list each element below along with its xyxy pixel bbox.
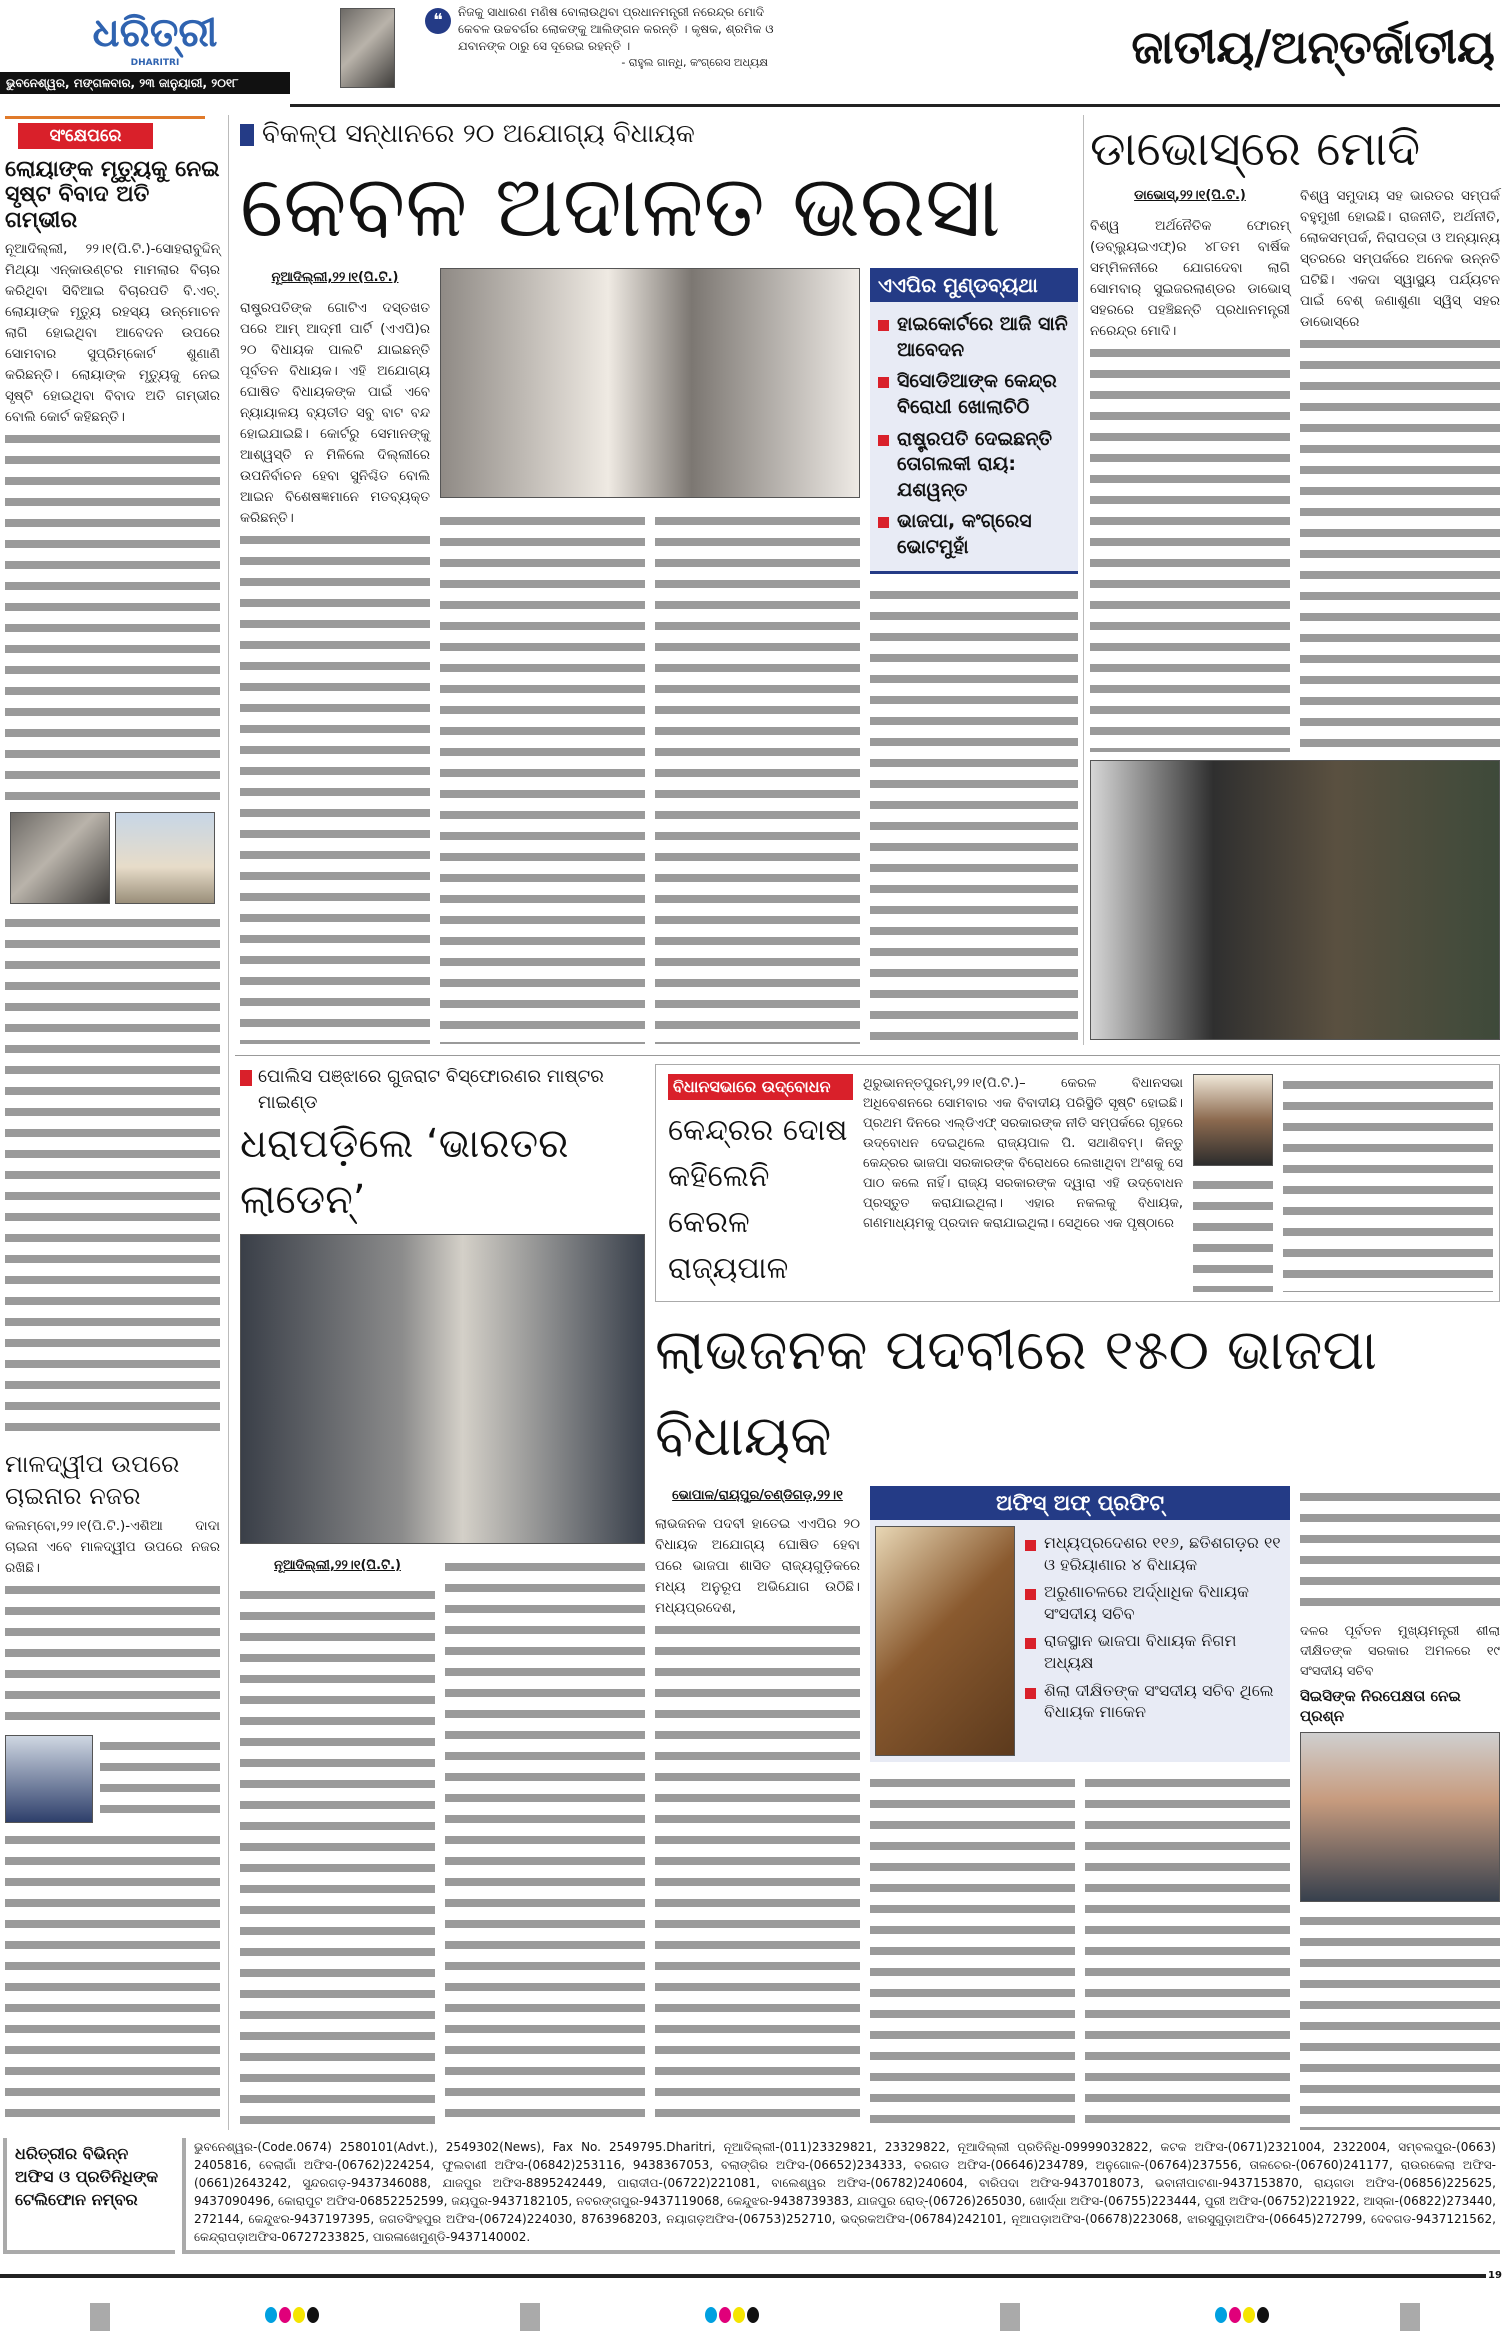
maldives-body: କଲମ୍ବୋ,୨୨।୧(ପି.ଟି.)-ଏଶିଆ ଦାଦା ଚାଇନା ଏବେ ମାଳଦ୍ୱୀପ ଉପରେ ନଜର ରଖିଛି। (5, 1517, 220, 1576)
profit-col-4-wrap (1300, 1486, 1500, 2130)
gray-mark (1400, 2303, 1420, 2331)
davos-dateline: ଡାଭୋସ୍,୨୨।୧(ପି.ଟି.) (1134, 188, 1246, 203)
main-columns (240, 268, 1078, 1044)
footer-rule (0, 2274, 1486, 2278)
main-kicker: ବିକଳ୍ପ ସନ୍ଧାନରେ ୨୦ ଅଯୋଗ୍ୟ ବିଧାୟକ (262, 119, 695, 149)
cec-headline: ସିଇସିଙ୍କ ନିରପେକ୍ଷତା ନେଇ ପ୍ରଶ୍ନ (1300, 1687, 1461, 1725)
brief-headline: ଲୋୟାଙ୍କ ମୃତ୍ୟୁକୁ ନେଇ ସୃଷ୍ଟ ବିବାଦ ଅତି ଗମ୍ଭୀର (5, 157, 220, 233)
davos-body-col2 (1300, 186, 1500, 752)
main-middle-cols (440, 510, 860, 1044)
main-kicker-row (240, 116, 1078, 152)
profit-middle (870, 1486, 1290, 2130)
kerala-left (668, 1074, 853, 1292)
footer-row (0, 2138, 1500, 2254)
davos-body-col2-continued (1300, 333, 1500, 752)
cec-portrait (1300, 1732, 1500, 1902)
quote-text: ନିଜକୁ ସାଧାରଣ ମଣିଷ ବୋଲାଉଥିବା ପ୍ରଧାନମନ୍ତ୍ରୀ ନରେନ୍ଦ୍ର ମୋଦି କେବଳ ଉଚ୍ଚବର୍ଗର ଲୋକଙ୍କୁ ଆଲିଙ୍ଗନ କରନ୍ତି । କୃଷକ, ଶ୍ରମିକ ଓ ଯବାନଙ୍କ ଠାରୁ ସେ ଦୂରେଇ ରହନ୍ତି । (458, 5, 774, 53)
aap-box-item: ଭାଜପା, କଂଗ୍ରେସ ଭୋଟମୁହାଁ (878, 509, 1070, 560)
main-story (240, 116, 1078, 1044)
profit-col-4 (1300, 1486, 1500, 1618)
profit-col-1 (655, 1486, 860, 2130)
profit-box-item: ଅରୁଣାଚଳରେ ଅର୍ଦ୍ଧାଧିକ ବିଧାୟକ ସଂସଦୀୟ ସଚିବ (1025, 1581, 1285, 1624)
davos-headline: ଡାଭୋସ୍‌ରେ ମୋଦି (1090, 121, 1421, 177)
dateline-bar: ଭୁବନେଶ୍ୱର, ମଙ୍ଗଳବାର, ୨୩ ଜାନୁୟାରୀ, ୨୦୧୮ (0, 72, 290, 94)
maldives-photo-row (5, 1735, 220, 1823)
modi-davos-photo (1090, 760, 1500, 1040)
kerala-body: ଥିରୁଭାନନ୍ତପୁରମ୍,୨୨।୧(ପି.ଟି.)– କେରଳ ବିଧାନସଭା ଅଧିବେଶନରେ ସୋମବାର ଏକ ବିବାଦୀୟ ପରିସ୍ଥିତି ସୃଷ୍ଟି ହୋଇଛି। ପ୍ରଥମ ଦିନରେ ଏଲ୍‌ଡିଏଫ୍ ସରକାରଙ୍କ ନୀତି ସମ୍ପର୍କରେ ଗୃହରେ ଉଦ୍‌ବୋଧନ ଦେଇଥିଲେ ରାଜ୍ୟପାଳ ପି. ସଥାଶିବମ୍। କିନ୍ତୁ କେନ୍ଦ୍ରର ଭାଜପା ସରକାରଙ୍କ ବିରୋଧରେ ଲେଖାଥିବା ଅଂଶକୁ ସେ ପାଠ କଲେ ନାହିଁ। ରାଜ୍ୟ ସରକାରଙ୍କ ଦ୍ୱାରା ଏହି ଉଦ୍‌ବୋଧନ ପ୍ରସ୍ତୁତ କରାଯାଇଥିଲା। ଏହାର ନକଲକୁ ବିଧାୟକ, ଗଣମାଧ୍ୟମକୁ ପ୍ରଦାନ କରାଯାଇଥିଲା। ସେଥିରେ ଏକ ପୃଷ୍ଠାରେ (863, 1076, 1183, 1231)
main-kicker-marker (240, 124, 254, 146)
profit-body-continued (655, 1619, 860, 2130)
kerala-headline: କେନ୍ଦ୍ରର ଦୋଷ କହିଲେନି କେରଳ ରାଜ୍ୟପାଳ (668, 1113, 848, 1286)
registration-marks (0, 2303, 1500, 2343)
gujarat-col-2 (445, 1556, 645, 2130)
header-rule (290, 104, 1500, 107)
brief-photos (10, 812, 220, 904)
footer-rule-row (0, 2270, 1500, 2281)
footer-label-box (3, 2138, 175, 2254)
logo[interactable]: ଧରିତ୍ରୀ DHARITRI (92, 10, 218, 68)
page-number: 19 (1488, 2270, 1502, 2281)
maldives-headline: ମାଳଦ୍ୱୀପ ଉପରେ ଚାଇନାର ନଜର (5, 1449, 180, 1510)
profit-box-item: ମଧ୍ୟପ୍ରଦେଶର ୧୧୬, ଛତିଶଗଡ଼ର ୧୧ ଓ ହରିୟାଣାର ୪ ବିଧାୟକ (1025, 1532, 1285, 1575)
profit-col-3 (1085, 1772, 1290, 2130)
gujarat-col-1 (240, 1584, 435, 2130)
aap-box-item: ହାଇକୋର୍ଟରେ ଆଜି ସାନି ଆବେଦନ (878, 312, 1070, 363)
maldives-body-4 (5, 1829, 220, 2130)
main-col-2 (440, 510, 645, 1044)
gray-mark (90, 2303, 110, 2331)
davos-columns (1090, 186, 1500, 752)
main-middle (440, 268, 860, 1044)
gujarat-col-1-wrap (240, 1556, 435, 2130)
brief-body: ନୂଆଦିଲ୍ଲୀ, ୨୨।୧(ପି.ଟି.)-ସୋହରାବୁଦ୍ଦିନ୍ ମିଥ୍ୟା ଏନ୍‌କାଉଣ୍ଟର ମାମଲାର ବିଚାର କରିଥିବା ସିବିଆଇ ବିଚାରପତି ବି.ଏଚ୍. ଲୋୟାଙ୍କ ମୃତ୍ୟୁ ରହସ୍ୟ ଉନ୍ମୋଚନ ଲାଗି ହୋଇଥିବା ଆବେଦନ ଉପରେ ସୋମବାର ସୁପ୍ରିମ୍‌କୋର୍ଟ ଶୁଣାଣି କରିଛନ୍ତି। ଲୋୟାଙ୍କ ମୃତ୍ୟୁକୁ ନେଇ ସୃଷ୍ଟି ହୋଇଥିବା ବିବାଦ ଅତି ଗମ୍ଭୀର ବୋଲି କୋର୍ଟ କହିଛନ୍ତି। (5, 240, 220, 425)
main-headline: କେବଳ ଅଦାଳତ ଭରସା (240, 157, 1001, 257)
brief-label: ସଂକ୍ଷେପରେ (18, 123, 153, 149)
judge-photo (10, 812, 110, 904)
gujarat-story (240, 1064, 645, 2130)
gujarat-headline: ଧରାପଡ଼ିଲେ ‘ଭାରତର ଲାଡେନ୍’ (240, 1121, 569, 1223)
kerala-body-3 (1193, 1174, 1273, 1292)
brief-rule (5, 116, 205, 119)
aap-box-item: ରାଷ୍ଟ୍ରପତି ଦେଇଛନ୍ତି ତୋଗଲକୀ ରାୟ: ଯଶୱନ୍ତ (878, 427, 1070, 504)
cmyk-mark (1215, 2307, 1271, 2327)
quote-portrait (340, 8, 395, 88)
profit-box-list (1025, 1526, 1285, 1756)
gujarat-kicker: ପୋଲିସ ପଞ୍ଝାରେ ଗୁଜରାଟ ବିସ୍ଫୋରଣର ମାଷ୍ଟର ମାଇଣ୍ଡ (258, 1066, 604, 1113)
profit-box-item: ଶିଲା ଦୀକ୍ଷିତଙ୍କ ସଂସଦୀୟ ସଚିବ ଥିଲେ ବିଧାୟକ ମାକେନ (1025, 1680, 1285, 1723)
profit-headline: ଲାଭଜନକ ପଦବୀରେ ୧୫୦ ଭାଜପା ବିଧାୟକ (655, 1318, 1378, 1469)
profit-box (870, 1486, 1290, 1762)
main-divider (1083, 115, 1084, 1045)
gujarat-columns (240, 1556, 645, 2130)
davos-body2: ବିଶ୍ୱ ସମୁଦାୟ ସହ ଭାରତର ସମ୍ପର୍କ ବହୁମୁଖୀ ହୋଇଛି। ରାଜନୀତି, ଅର୍ଥନୀତି, ଲୋକସମ୍ପର୍କ, ନିରାପତ୍ତା ଓ ଅନ୍ୟାନ୍ୟ ସ୍ତରରେ ସମ୍ପର୍କରେ ଅନେକ ଉନ୍ନତି ଘଟିଛି। ଏକଦା ସ୍ୱାସ୍ଥ୍ୟ ପର୍ଯ୍ୟଟନ ପାଇଁ ବେଶ୍ ଜଣାଶୁଣା ସ୍ୱିସ୍ ସହର ଡାଭୋସ୍‌ରେ (1300, 188, 1500, 330)
main-col-1 (240, 268, 430, 1044)
aap-box-title: ଏଏପିର ମୁଣ୍ଡବ୍ୟଥା (870, 268, 1078, 302)
profit-dateline: ଭୋପାଳ/ରାୟପୁର/ଚଣ୍ଡିଗଡ଼,୨୨।୧ (672, 1488, 843, 1503)
gray-mark (520, 2303, 540, 2331)
kerala-portrait-col (1193, 1074, 1273, 1292)
davos-body-col1-continued (1090, 342, 1290, 752)
cmyk-mark (705, 2307, 761, 2327)
left-column (5, 116, 220, 2130)
mid-rule (235, 1055, 1500, 1056)
main-body-continued (240, 529, 430, 1044)
gujarat-dateline: ନୂଆଦିଲ୍ଲୀ,୨୨।୧(ପି.ଟି.) (274, 1558, 401, 1573)
kejriwal-sisodia-photo (440, 268, 860, 498)
quote-icon: ❝ (425, 8, 451, 34)
supreme-court-photo (115, 812, 215, 904)
main-col-4-wrap (870, 268, 1078, 1044)
left-divider (228, 115, 229, 2130)
maldives-photo (5, 1735, 93, 1823)
maldives-body-2 (5, 1579, 220, 1729)
profit-side-text: ଦଳର ପୂର୍ବତନ ମୁଖ୍ୟମନ୍ତ୍ରୀ ଶୀଲା ଦୀକ୍ଷିତଙ୍କ ସରକାର ଅମଳରେ ୧୯ ସଂସଦୀୟ ସଚିବ (1300, 1624, 1500, 1679)
kerala-label: ବିଧାନସଭାରେ ଉଦ୍‌ବୋଧନ (668, 1074, 853, 1100)
aap-box-item: ସିସୋଡିଆଙ୍କ କେନ୍ଦ୍ର ବିରୋଧୀ ଖୋଲାଚିଠି (878, 369, 1070, 420)
brief-body-continued (5, 428, 220, 804)
profit-columns (655, 1486, 1500, 2130)
kerala-body-2 (1283, 1074, 1493, 1292)
maldives-body-3 (100, 1735, 220, 1823)
profit-box-item: ରାଜସ୍ଥାନ ଭାଜପା ବିଧାୟକ ନିଗମ ଅଧ୍ୟକ୍ଷ (1025, 1630, 1285, 1673)
footer-label: ଧରିତ୍ରୀର ବିଭିନ୍ନ ଅଫିସ ଓ ପ୍ରତିନିଧିଙ୍କ ଟେଲିଫୋନ ନମ୍ବର (15, 2144, 159, 2209)
kerala-box (655, 1064, 1500, 1302)
footer-contacts: ଭୁବନେଶ୍ୱର-(Code.0674) 2580101(Advt.), 2549302(News), Fax No. 2549795.Dharitri, ନୂଆଦିଲ୍ଲୀ-(011)23329821, 23329822, ନୂଆଦିଲ୍ଲୀ ପ୍ରତିନିଧି-09999032822, କଟକ ଅଫିସ-(0671)2321004, 2322004, ସମ୍ବଲପୁର-(0663) 2405816, ବେଲାଗାଁ ଅଫିସ-(06762)224254, ଫୁଲବାଣୀ ଅଫିସ-(06842)253116, 9438367053, ବଲାଙ୍ଗିର ଅଫିସ-(06652)234333, ବରଗଡ ଅଫିସ-(06646)234789, ଅନୁଗୋଳ-(06764)237556, ତାଳଚେର-(06760)241177, ରାଉରକେଲା ଅଫିସ-(0661)2643242, ସୁନ୍ଦରଗଡ଼-9437346088, ଯାଜପୁର ଅଫିସ-8895242449, ପାରାଦୀପ-(06722)221081, ବାଲେଶ୍ୱର ଅଫିସ-(06782)240604, ବାରିପଦା ଅଫିସ-9437018073, ଭବାନୀପାଟଣା-9437153870, ରାୟଗଡା ଅଫିସ-(06856)225625, 9437090496, କୋରାପୁଟ ଅଫିସ-06852252599, ଜୟପୁର-9437182105, ନବରଙ୍ଗପୁର-9437119068, କେନ୍ଦୁଝର-9438739383, ଯାଜପୁର ରୋଡ୍-(06726)265030, ଖୋର୍ଦ୍ଧା ଅଫିସ-(06755)223444, ପୁରୀ ଅଫିସ-(06752)221922, ଆସ୍କା-(06822)273440, 272144, କେନ୍ଦୁଝର-9437197395, ଜଗତସିଂହପୁର ଅଫିସ-(06724)224030, 8763968203, ନୟାଗଡ଼ଅଫିସ-(06753)252710, ଭଦ୍ରକଅଫିସ-(06784)242101, ନୂଆପଡ଼ାଅଫିସ-(06678)223068, ଝାରସୁଗୁଡ଼ାଅଫିସ-(06645)272799, ଦେବଗଡ-9437121562, କେନ୍ଦ୍ରାପଡ଼ାଅଫିସ-06727233825, ପାରଳାଖେମୁଣ୍ଡି-9437140002. (182, 2138, 1500, 2254)
profit-col-2 (870, 1772, 1075, 2130)
davos-body1: ବିଶ୍ୱ ଅର୍ଥନୈତିକ ଫୋରମ୍ (ଡବ୍ଲ୍ୟୁଇଏଫ୍)ର ୪୮ତମ ବାର୍ଷିକ ସମ୍ମିଳନୀରେ ଯୋଗଦେବା ଲାଗି ସୋମବାର୍ ସୁଇଜରଲାଣ୍ଡର ଡାଭୋସ୍ ସହରରେ ପହଞ୍ଚିଛନ୍ତି ପ୍ରଧାନମନ୍ତ୍ରୀ ନରେନ୍ଦ୍ର ମୋଦି। (1090, 218, 1290, 339)
gavel-photo (875, 1526, 1015, 1756)
profit-middle-cols (870, 1772, 1290, 2130)
main-col-3 (655, 510, 860, 1044)
gray-mark (1000, 2303, 1020, 2331)
brief-body-2 (5, 912, 220, 1438)
governor-portrait (1193, 1074, 1273, 1166)
cmyk-mark (265, 2307, 321, 2327)
main-col-4 (870, 584, 1078, 1044)
profit-box-content (870, 1520, 1290, 1756)
davos-body-col1 (1090, 186, 1290, 752)
arrest-photo (240, 1234, 645, 1544)
footer (0, 2138, 1500, 2343)
main-dateline: ନୂଆଦିଲ୍ଲୀ,୨୨।୧(ପି.ଟି.) (271, 270, 399, 285)
aap-box-list (870, 302, 1078, 571)
gujarat-kicker-marker (240, 1070, 252, 1086)
profit-col-4b (1300, 1910, 1500, 2130)
section-title: ଜାତୀୟ/ଅନ୍ତର୍ଜାତୀୟ (1131, 20, 1495, 74)
quote-block (458, 4, 798, 70)
gujarat-kicker-row (240, 1064, 645, 1116)
profit-body: ଲାଭଜନକ ପଦବୀ ହାତେଇ ଏଏପିର ୨୦ ବିଧାୟକ ଅଯୋଗ୍ୟ ଘୋଷିତ ହେବା ପରେ ଭାଜପା ଶାସିତ ରାଜ୍ୟଗୁଡ଼ିକରେ ମଧ୍ୟ ଅନୁରୂପ ଅଭିଯୋଗ ଉଠିଛି। ମଧ୍ୟପ୍ରଦେଶ, (655, 1516, 860, 1616)
quote-author: - ରାହୁଲ ଗାନ୍ଧି, କଂଗ୍ରେସ ଅଧ୍ୟକ୍ଷ (621, 56, 768, 69)
davos-story (1090, 116, 1500, 1040)
profit-box-title: ଅଫିସ୍ ଅଫ୍ ପ୍ରଫିଟ୍ (870, 1486, 1290, 1520)
aap-box (870, 268, 1078, 574)
lower-right (655, 1064, 1500, 2130)
main-body: ରାଷ୍ଟ୍ରପତିଙ୍କ ଗୋଟିଏ ଦସ୍ତଖତ ପରେ ଆମ୍ ଆଦ୍‌ମୀ ପାର୍ଟି (ଏଏପି)ର ୨୦ ବିଧାୟକ ପାଲଟି ଯାଇଛନ୍ତି ପୂର୍ବତନ ବିଧାୟକ। ଏହି ଅଯୋଗ୍ୟ ଘୋଷିତ ବିଧାୟକଙ୍କ ପାଇଁ ଏବେ ନ୍ୟାୟାଳୟ ବ୍ୟତୀତ ସବୁ ବାଟ ବନ୍ଦ ହୋଇଯାଇଛି। କୋର୍ଟରୁ ସେମାନଙ୍କୁ ଆଶ୍ୱସ୍ତି ନ ମିଳିଲେ ଦିଲ୍ଲୀରେ ଉପନିର୍ବାଚନ ହେବା ସୁନିଶ୍ଚିତ ବୋଲି ଆଇନ ବିଶେଷଜ୍ଞମାନେ ମତବ୍ୟକ୍ତ କରିଛନ୍ତି। (240, 300, 430, 526)
